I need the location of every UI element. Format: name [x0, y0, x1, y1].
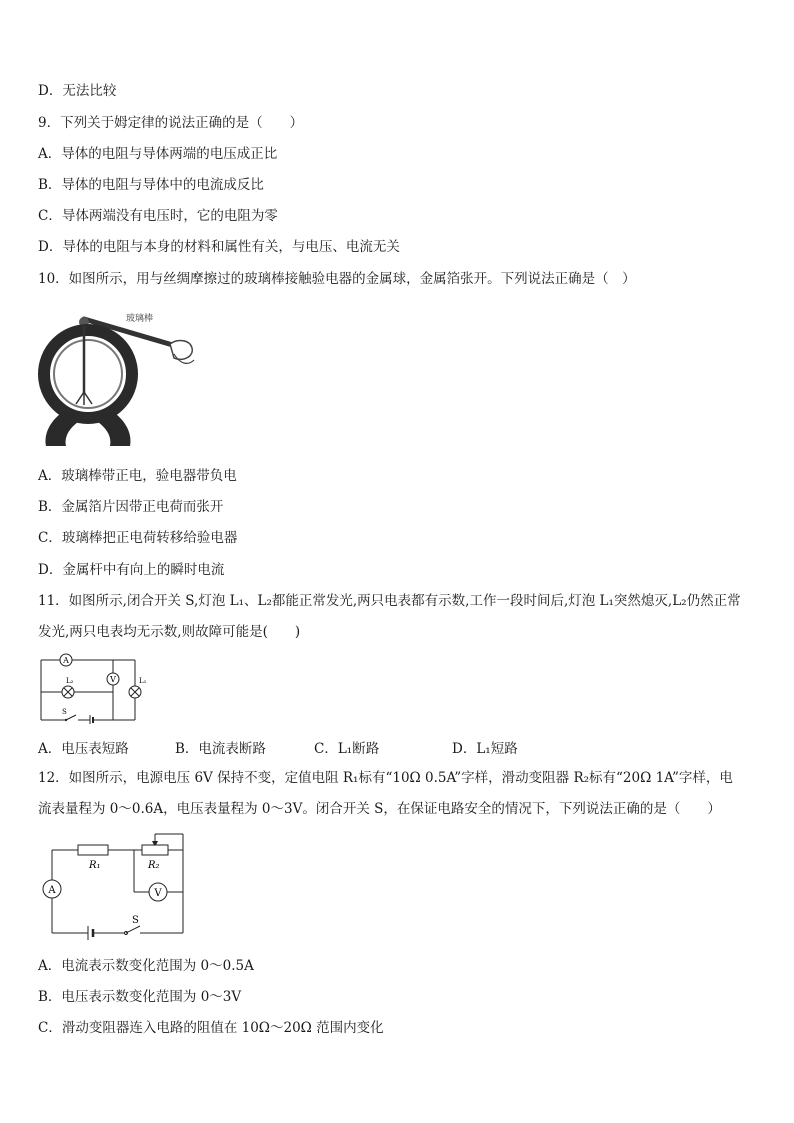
q12-stem-line-1: 12．如图所示，电源电压 6V 保持不变，定值电阻 R₁标有“10Ω 0.5A”字样，滑动变阻器 R₂标有“20Ω 1A”字样，电 [38, 770, 733, 786]
q11-options-row [38, 737, 758, 757]
q11-lamp1-label: L₁ [139, 677, 147, 685]
q11-option-c: C．L₁断路 [314, 741, 380, 757]
electroscope-figure [38, 304, 198, 452]
q10-option-a: A．玻璃棒带正电，验电器带负电 [38, 468, 237, 484]
q9-option-c: C．导体两端没有电压时，它的电阻为零 [38, 208, 278, 224]
q10-option-d: D．金属杆中有向上的瞬时电流 [38, 562, 225, 578]
q11-option-b: B．电流表断路 [175, 741, 266, 757]
q12-voltmeter-label: V [154, 888, 162, 899]
q12-r2-label: R₂ [148, 860, 160, 871]
q11-stem-line-1: 11．如图所示,闭合开关 S,灯泡 L₁、L₂都能正常发光,两只电表都有示数,工作一段时间后,灯泡 L₁突然熄灭,L₂仍然正常 [38, 593, 741, 609]
q9-stem: 9．下列关于姆定律的说法正确的是（ ） [38, 115, 304, 131]
q9-option-d: D．导体的电阻与本身的材料和属性有关，与电压、电流无关 [38, 239, 400, 255]
q12-option-a: A．电流表示数变化范围为 0～0.5A [38, 958, 254, 974]
q11-switch-label: S [62, 708, 67, 716]
q11-voltmeter-label: V [110, 675, 116, 684]
q9-option-b: B．导体的电阻与导体中的电流成反比 [38, 177, 264, 193]
q10-option-b: B．金属箔片因带正电荷而张开 [38, 499, 224, 515]
q11-ammeter-label: A [63, 656, 69, 665]
q12-stem-line-2: 流表量程为 0～0.6A，电压表量程为 0～3V。闭合开关 S，在保证电路安全的情况下，下列说法正确的是（ ） [38, 801, 721, 817]
q11-option-a: A．电压表短路 [38, 741, 129, 757]
q12-option-c: C．滑动变阻器连入电路的阻值在 10Ω～20Ω 范围内变化 [38, 1020, 384, 1036]
q11-circuit-diagram [38, 652, 153, 724]
q10-option-c: C．玻璃棒把正电荷转移给验电器 [38, 530, 238, 546]
q11-lamp2-label: L₂ [66, 677, 74, 685]
q9-option-a: A．导体的电阻与导体两端的电压成正比 [38, 146, 278, 162]
q12-option-b: B．电压表示数变化范围为 0～3V [38, 989, 242, 1005]
q8-option-d: D．无法比较 [38, 83, 117, 99]
q12-ammeter-label: A [48, 885, 56, 896]
q10-stem: 10．如图所示，用与丝绸摩擦过的玻璃棒接触验电器的金属球，金属箔张开。下列说法正确是（ ） [38, 271, 636, 287]
q12-switch-label: S [132, 915, 139, 926]
q11-option-d: D．L₁短路 [452, 741, 518, 757]
q11-stem-line-2: 发光,两只电表均无示数,则故障可能是( ) [38, 624, 301, 640]
q12-r1-label: R₁ [89, 860, 101, 871]
q12-circuit-diagram [38, 830, 188, 942]
glass-rod-label: 玻璃棒 [126, 314, 154, 324]
